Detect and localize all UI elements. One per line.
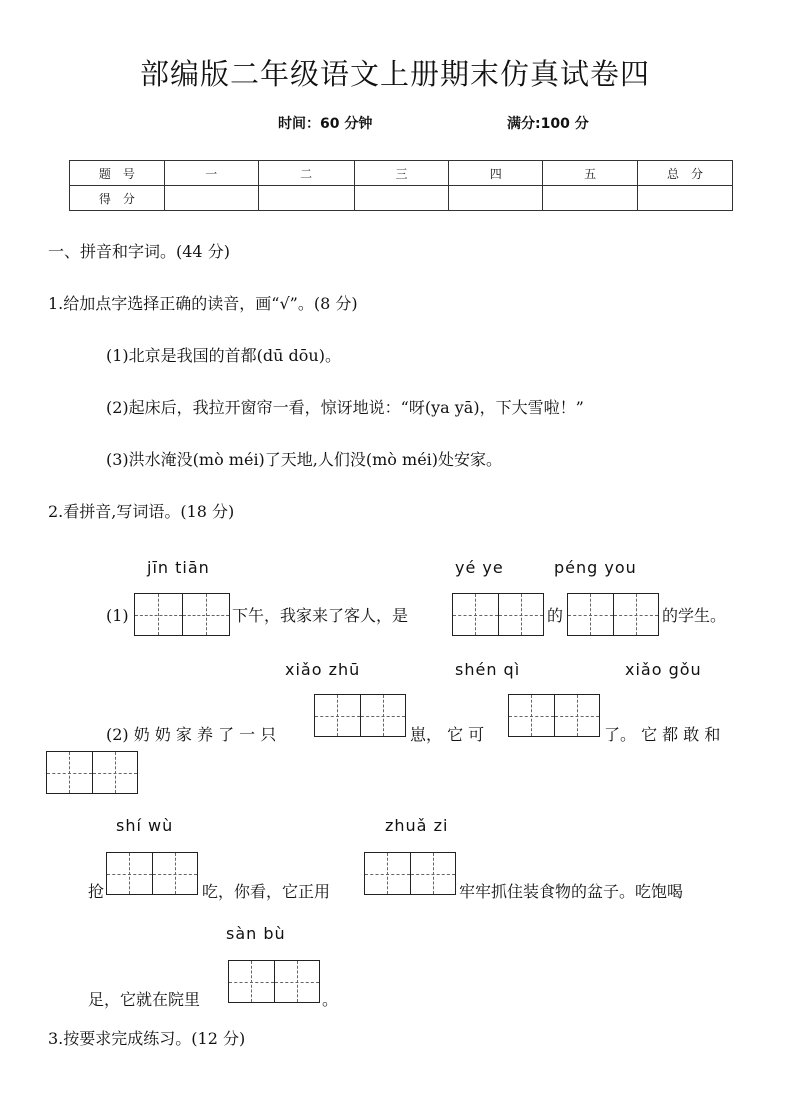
q1-item-1: (1)北京是我国的首都(dū dōu)。 (106, 346, 341, 365)
score-cell[interactable] (258, 186, 354, 211)
answer-grid-xiao-zhu[interactable] (314, 694, 406, 737)
answer-grid-xiao-gou[interactable] (46, 751, 138, 794)
header-cell: 总 分 (638, 161, 733, 186)
score-row-label: 得 分 (70, 186, 165, 211)
exam-time: 时间：60 分钟 (278, 116, 373, 132)
pinyin-xiao-zhu: xiǎo zhū (285, 660, 361, 679)
exam-full-score: 满分:100 分 (507, 116, 589, 132)
answer-grid-shen-qi[interactable] (508, 694, 600, 737)
pinyin-jin-tian: jīn tiān (147, 558, 210, 577)
score-cell[interactable] (543, 186, 638, 211)
score-cell[interactable] (638, 186, 733, 211)
q2-line4-text-1: 。 (322, 990, 339, 1009)
score-cell[interactable] (354, 186, 449, 211)
pinyin-shi-wu: shí wù (116, 816, 174, 835)
score-table-header-row (70, 161, 733, 186)
q2-line1-text-1: 下午，我家来了客人，是 (232, 606, 409, 625)
answer-grid-ye-ye[interactable] (452, 593, 544, 636)
score-table (69, 160, 733, 211)
pinyin-shen-qi: shén qì (455, 660, 521, 679)
header-cell: 一 (164, 161, 258, 186)
score-cell[interactable] (449, 186, 543, 211)
q2-line3-text-2: 牢牢抓住装食物的盆子。吃饱喝 (459, 882, 684, 901)
pinyin-peng-you: péng you (554, 558, 637, 577)
q2-line3-text-0: 抢 (88, 882, 105, 901)
section1-heading: 一、拼音和字词。(44 分) (48, 242, 230, 261)
header-cell: 五 (543, 161, 638, 186)
header-cell: 三 (354, 161, 449, 186)
q2-line2-text-1: 崽， 它 可 (410, 725, 485, 744)
answer-grid-peng-you[interactable] (567, 593, 659, 636)
header-cell: 四 (449, 161, 543, 186)
q2-line1-text-2: 的 (547, 606, 564, 625)
q1-heading: 1.给加点字选择正确的读音，画“√”。(8 分) (48, 294, 358, 313)
header-cell: 二 (258, 161, 354, 186)
pinyin-ye-ye: yé ye (455, 558, 504, 577)
score-table-score-row (70, 186, 733, 211)
q2-line1-text-3: 的学生。 (662, 606, 727, 625)
header-cell: 题 号 (70, 161, 165, 186)
q2-line3-text-1: 吃，你看，它正用 (202, 882, 331, 901)
q3-heading: 3.按要求完成练习。(12 分) (48, 1029, 246, 1048)
score-cell[interactable] (164, 186, 258, 211)
q2-line1-prefix: (1) (106, 606, 129, 625)
q2-line2-text-2: 了。 它 都 敢 和 (604, 725, 721, 744)
pinyin-xiao-gou: xiǎo gǒu (625, 660, 702, 679)
answer-grid-san-bu[interactable] (228, 960, 320, 1003)
pinyin-zhua-zi: zhuǎ zi (385, 816, 449, 835)
answer-grid-zhua-zi[interactable] (364, 852, 456, 895)
answer-grid-jin-tian[interactable] (134, 593, 230, 636)
answer-grid-shi-wu[interactable] (106, 852, 198, 895)
page-title: 部编版二年级语文上册期末仿真试卷四 (139, 57, 650, 91)
q2-line4-text-0: 足，它就在院里 (88, 990, 201, 1009)
q2-line2-prefix: (2) 奶 奶 家 养 了 一 只 (106, 725, 277, 744)
q1-item-2: (2)起床后，我拉开窗帘一看，惊讶地说：“呀(ya yā)，下大雪啦！” (106, 398, 584, 417)
q1-item-3: (3)洪水淹没(mò méi)了天地,人们没(mò méi)处安家。 (106, 450, 503, 469)
q2-heading: 2.看拼音,写词语。(18 分) (48, 502, 235, 521)
pinyin-san-bu: sàn bù (226, 924, 286, 943)
